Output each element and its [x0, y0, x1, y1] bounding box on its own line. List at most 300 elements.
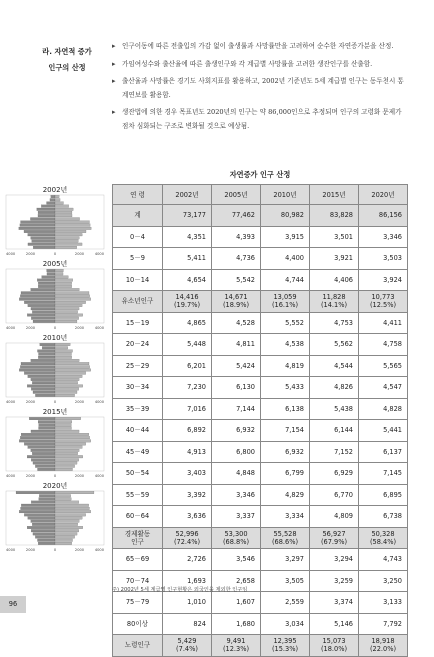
header-2010: 2010년 — [261, 185, 310, 205]
table-row — [113, 291, 408, 313]
pyramid-bar-left — [31, 501, 55, 504]
pyramid-bar-right — [55, 292, 89, 295]
population-value: 6,929 — [334, 469, 353, 478]
population-value: 4,393 — [236, 232, 255, 241]
population-value: 4,743 — [383, 555, 402, 564]
pyramid-bar-left — [33, 533, 55, 536]
pyramid-bar-left — [32, 240, 55, 243]
population-value: 3,503 — [383, 254, 402, 263]
pyramid-bar-right — [55, 243, 82, 246]
value-cell — [359, 398, 408, 420]
pyramid-axis-tick: 0 — [53, 400, 57, 404]
age-group-cell — [113, 398, 163, 420]
value-cell — [212, 312, 261, 334]
pyramid-bar-right — [55, 288, 79, 291]
table-row — [113, 334, 408, 356]
pyramid-bar-right — [55, 381, 78, 384]
pyramid-bar-right — [55, 346, 68, 349]
value-cell — [359, 570, 408, 592]
pyramid-axis-tick: 2000 — [25, 252, 36, 256]
value-cell — [310, 377, 359, 399]
value-cell — [212, 484, 261, 506]
pyramid-bar-left — [31, 359, 55, 362]
population-value: 50,328 — [371, 529, 395, 538]
pyramid-bar-left — [19, 510, 55, 513]
pyramid-bar-left — [35, 536, 55, 539]
pyramid-bar-left — [38, 420, 55, 423]
pyramid-bar-left — [21, 507, 55, 510]
value-cell — [212, 377, 261, 399]
pyramid-bar-right — [55, 298, 91, 301]
pyramid-bar-right — [55, 394, 75, 397]
population-value: 6,932 — [285, 447, 304, 456]
table-title: 자연증가 인구 산정 — [229, 170, 291, 179]
table-row — [113, 484, 408, 506]
pyramid-bar-left — [31, 430, 55, 433]
population-value: 7,016 — [187, 404, 206, 413]
population-value: 10,773 — [371, 293, 395, 302]
age-group-cell — [113, 613, 163, 635]
value-cell — [310, 312, 359, 334]
value-cell — [310, 484, 359, 506]
pyramid-bar-left — [27, 526, 55, 529]
pyramid-bar-left — [47, 202, 55, 205]
pyramid-bar-left — [28, 517, 55, 520]
pyramid-bar-right — [55, 353, 71, 356]
value-cell — [212, 441, 261, 463]
age-group-cell — [113, 527, 163, 549]
population-value: 6,895 — [383, 490, 402, 499]
pyramid-bar-right — [55, 221, 89, 224]
pyramid-bar-left — [41, 205, 55, 208]
value-cell — [261, 334, 310, 356]
age-group-label: 70－74 — [125, 576, 150, 585]
pyramid-bar-left — [39, 498, 55, 501]
population-share: (12.3%) — [222, 645, 250, 654]
value-cell — [163, 355, 212, 377]
bullet-list — [112, 40, 408, 137]
value-cell — [310, 549, 359, 571]
population-value: 3,346 — [383, 232, 402, 241]
population-value: 6,137 — [383, 447, 402, 456]
value-cell — [163, 312, 212, 334]
value-cell — [163, 420, 212, 442]
population-value: 13,059 — [273, 293, 297, 302]
pyramid-bar-left — [42, 346, 55, 349]
pyramid-bar-right — [55, 452, 78, 455]
pyramid-bar-right — [55, 507, 89, 510]
pyramid-bar-right — [55, 465, 75, 468]
value-cell — [163, 463, 212, 485]
population-value: 4,744 — [285, 275, 304, 284]
value-cell — [163, 226, 212, 248]
population-value: 5,448 — [187, 340, 206, 349]
population-value: 1,693 — [187, 576, 206, 585]
value-cell — [310, 355, 359, 377]
population-share: (7.4%) — [176, 645, 198, 654]
pyramid-bar-right — [55, 536, 75, 539]
table-header-row — [113, 185, 408, 205]
value-cell — [212, 592, 261, 614]
value-cell — [212, 506, 261, 528]
population-value: 5,562 — [334, 340, 353, 349]
population-value: 3,392 — [187, 490, 206, 499]
population-value: 4,829 — [285, 490, 304, 499]
pyramid-bar-left — [31, 288, 55, 291]
value-cell — [359, 484, 408, 506]
population-value: 6,770 — [334, 490, 353, 499]
table-row — [113, 613, 408, 635]
pyramid-bar-right — [55, 276, 68, 279]
pyramid-bar-left — [31, 378, 55, 381]
value-cell — [261, 269, 310, 291]
pyramid-axis-tick: 0 — [53, 326, 57, 330]
table-row — [113, 312, 408, 334]
pyramid-bar-left — [38, 214, 55, 217]
value-cell — [310, 291, 359, 313]
value-cell — [163, 506, 212, 528]
population-value: 3,915 — [285, 232, 304, 241]
population-value: 6,800 — [236, 447, 255, 456]
age-group-label: 75－79 — [125, 598, 150, 607]
population-value: 4,528 — [236, 318, 255, 327]
value-cell — [310, 463, 359, 485]
pyramid-bar-right — [55, 195, 59, 198]
pyramid-bar-right — [55, 388, 79, 391]
table-row — [113, 527, 408, 549]
pyramid-bar-left — [33, 391, 55, 394]
population-value: 3,334 — [285, 512, 304, 521]
pyramid-bar-left — [20, 295, 55, 298]
population-pyramids — [2, 184, 108, 554]
pyramid-bar-left — [28, 375, 55, 378]
value-cell — [261, 635, 310, 657]
value-cell — [359, 613, 408, 635]
table-row — [113, 205, 408, 227]
pyramid-bar-left — [32, 311, 55, 314]
population-value: 6,892 — [187, 426, 206, 435]
value-cell — [359, 441, 408, 463]
pyramid-axis-tick: 0 — [53, 548, 57, 552]
age-group-label-line2: 인구 — [131, 537, 144, 546]
pyramid-bar-left — [27, 455, 55, 458]
pyramid-bar-right — [55, 494, 71, 497]
population-value: 3,921 — [334, 254, 353, 263]
value-cell — [163, 613, 212, 635]
bullet-item: ▸ 가임여성수와 출산율에 따른 출생인구와 각 계급별 사망률을 고려한 생잔인구를 산출함. — [112, 58, 408, 72]
population-value: 6,799 — [285, 469, 304, 478]
population-value: 4,544 — [334, 361, 353, 370]
population-share: (18.0%) — [320, 645, 348, 654]
population-value: 3,294 — [334, 555, 353, 564]
population-value: 3,346 — [236, 490, 255, 499]
population-value: 4,654 — [187, 275, 206, 284]
pyramid-bar-left — [32, 452, 55, 455]
population-value: 3,337 — [236, 512, 255, 521]
table-row — [113, 549, 408, 571]
header-2005: 2005년 — [212, 185, 261, 205]
pyramid-bar-right — [55, 317, 79, 320]
pyramid-bar-left — [21, 433, 55, 436]
population-share: (16.1%) — [271, 301, 299, 310]
pyramid-bar-right — [55, 372, 86, 375]
age-group-label: 30－34 — [125, 383, 150, 392]
age-group-label: 10－14 — [125, 275, 150, 284]
population-share: (12.5%) — [369, 301, 397, 310]
population-value: 5,565 — [383, 361, 402, 370]
value-cell — [310, 420, 359, 442]
value-cell — [163, 334, 212, 356]
bullet-item: ▸ 출산율과 사망률은 경기도 사회지표를 활용하고, 2002년 기준년도 5세 계급별 인구는 동두천시 통계연보를 활용함. — [112, 75, 408, 102]
value-cell — [212, 527, 261, 549]
pyramid-axis-tick: 2000 — [25, 548, 36, 552]
population-value: 73,177 — [182, 211, 206, 220]
pyramid-bar-right — [55, 356, 72, 359]
section-heading — [28, 44, 106, 76]
population-value: 77,462 — [231, 211, 255, 220]
pyramid-axis-tick: 2000 — [25, 400, 36, 404]
pyramid-bar-left — [21, 504, 55, 507]
header-2020: 2020년 — [359, 185, 408, 205]
age-group-label: 35－39 — [125, 404, 150, 413]
value-cell — [359, 334, 408, 356]
pyramid-bar-left — [20, 436, 55, 439]
value-cell — [310, 398, 359, 420]
pyramid-bar-left — [38, 282, 55, 285]
pyramid-axis-tick: 4000 — [94, 326, 104, 330]
pyramid-bar-left — [37, 539, 55, 542]
pyramid-bar-left — [28, 304, 55, 307]
value-cell — [310, 269, 359, 291]
population-value: 5,433 — [285, 383, 304, 392]
pyramid-bar-right — [55, 440, 91, 443]
age-group-label: 경제활동 — [124, 529, 151, 538]
pyramid-bar-left — [35, 394, 55, 397]
pyramid-bar-right — [55, 205, 69, 208]
value-cell — [261, 248, 310, 270]
value-cell — [261, 484, 310, 506]
value-cell — [163, 269, 212, 291]
value-cell — [163, 635, 212, 657]
pyramid-bar-right — [55, 526, 83, 529]
population-value: 4,848 — [236, 469, 255, 478]
pyramid-bar-right — [55, 230, 86, 233]
pyramid-bar-right — [55, 514, 86, 517]
pyramid-year-label: 2015년 — [42, 408, 68, 416]
pyramid-bar-left — [33, 320, 55, 323]
pyramid-bar-right — [55, 269, 63, 272]
value-cell — [212, 613, 261, 635]
value-cell — [359, 205, 408, 227]
age-group-cell — [113, 506, 163, 528]
population-value: 5,552 — [285, 318, 304, 327]
value-cell — [163, 527, 212, 549]
population-value: 4,400 — [285, 254, 304, 263]
pyramid-bar-right — [55, 304, 82, 307]
population-value: 3,403 — [187, 469, 206, 478]
pyramid-bar-right — [55, 366, 90, 369]
pyramid-bar-left — [28, 446, 55, 449]
pyramid-axis-tick: 4000 — [6, 252, 16, 256]
age-group-cell — [113, 334, 163, 356]
age-group-cell — [113, 441, 163, 463]
pyramid-bar-left — [31, 459, 55, 462]
table-row — [113, 463, 408, 485]
table-row — [113, 377, 408, 399]
pyramid-bar-right — [55, 214, 72, 217]
bullet-item: ▸ 인구이동에 따른 전출입의 가감 없이 출생률과 사망률만을 고려하여 순수한 자연증가분을 산정. — [112, 40, 408, 54]
pyramid-bar-right — [55, 462, 77, 465]
population-value: 4,809 — [334, 512, 353, 521]
pyramid-bar-left — [39, 424, 55, 427]
population-value: 7,152 — [334, 447, 353, 456]
section-heading-line2: 인구의 산정 — [48, 63, 86, 72]
age-group-cell — [113, 291, 163, 313]
value-cell — [359, 506, 408, 528]
pyramid-bar-left — [39, 427, 55, 430]
pyramid-bar-left — [37, 208, 55, 211]
pyramid-bar-right — [55, 359, 79, 362]
value-cell — [212, 549, 261, 571]
table-row — [113, 420, 408, 442]
age-group-label: 유소년인구 — [121, 297, 154, 306]
value-cell — [261, 420, 310, 442]
population-value: 5,542 — [236, 275, 255, 284]
pyramid-bar-right — [55, 202, 63, 205]
pyramid-bar-right — [55, 224, 90, 227]
value-cell — [359, 420, 408, 442]
pyramid-bar-right — [55, 198, 60, 201]
pyramid-axis-tick: 4000 — [6, 474, 16, 478]
pyramid-bar-left — [39, 494, 55, 497]
population-value: 5,441 — [383, 426, 402, 435]
pyramid-axis-tick: 0 — [53, 474, 57, 478]
pyramid-bar-right — [55, 282, 72, 285]
pyramid-bar-left — [24, 443, 55, 446]
pyramid-bar-left — [47, 269, 55, 272]
pyramid-bar-right — [55, 350, 73, 353]
population-value: 6,738 — [383, 512, 402, 521]
table-row — [113, 506, 408, 528]
value-cell — [261, 377, 310, 399]
population-share: (58.4%) — [369, 537, 397, 546]
population-value: 7,792 — [383, 619, 402, 628]
pyramid-bar-left — [19, 369, 55, 372]
value-cell — [163, 441, 212, 463]
population-value: 11,828 — [322, 293, 346, 302]
population-value: 3,034 — [285, 619, 304, 628]
population-value: 3,250 — [383, 576, 402, 585]
population-value: 18,918 — [371, 637, 395, 646]
population-value: 3,297 — [285, 555, 304, 564]
pyramid-bar-left — [38, 211, 55, 214]
pyramid-bar-right — [55, 498, 71, 501]
pyramid-bar-left — [31, 307, 55, 310]
pyramid-bar-right — [55, 378, 79, 381]
age-group-cell — [113, 592, 163, 614]
pyramid-axis-tick: 2000 — [74, 400, 85, 404]
population-value: 2,658 — [236, 576, 255, 585]
value-cell — [310, 506, 359, 528]
value-cell — [310, 334, 359, 356]
value-cell — [212, 420, 261, 442]
value-cell — [163, 484, 212, 506]
age-group-label: 50－54 — [125, 469, 150, 478]
age-group-label: 45－49 — [125, 447, 150, 456]
value-cell — [163, 398, 212, 420]
pyramid-bar-left — [32, 523, 55, 526]
value-cell — [359, 291, 408, 313]
population-value: 6,138 — [285, 404, 304, 413]
pyramid-bar-right — [55, 533, 77, 536]
pyramid-bar-left — [30, 218, 55, 221]
header-2015: 2015년 — [310, 185, 359, 205]
pyramid-bar-left — [24, 514, 55, 517]
population-value: 824 — [193, 619, 206, 628]
pyramid-bar-right — [55, 237, 79, 240]
age-group-cell — [113, 463, 163, 485]
pyramid-bar-left — [40, 343, 55, 346]
population-value: 7,145 — [383, 469, 402, 478]
pyramid-bar-left — [21, 221, 55, 224]
population-value: 14,671 — [224, 293, 248, 302]
age-group-cell — [113, 226, 163, 248]
pyramid-bar-right — [55, 233, 82, 236]
pyramid-bar-left — [31, 237, 55, 240]
value-cell — [261, 226, 310, 248]
pyramid-bar-right — [55, 517, 82, 520]
pyramid-bar-right — [55, 218, 80, 221]
value-cell — [359, 355, 408, 377]
population-value: 4,411 — [383, 318, 402, 327]
pyramid-axis-tick: 4000 — [94, 252, 104, 256]
population-value: 53,300 — [224, 529, 248, 538]
population-value: 5,429 — [177, 637, 197, 646]
pyramid-bar-right — [55, 391, 77, 394]
population-value: 12,395 — [273, 637, 297, 646]
pyramid-bar-right — [55, 446, 82, 449]
population-share: (14.1%) — [320, 301, 348, 310]
value-cell — [359, 269, 408, 291]
table-footnote: 주) 2002년 5세 계급별 인구현황은 외국인을 제외한 인구임 — [112, 587, 248, 593]
pyramid-bar-left — [31, 449, 55, 452]
value-cell — [212, 635, 261, 657]
value-cell — [212, 463, 261, 485]
population-share: (68.8%) — [222, 537, 250, 546]
age-group-cell — [113, 484, 163, 506]
value-cell — [212, 291, 261, 313]
value-cell — [163, 205, 212, 227]
pyramid-bar-left — [38, 542, 55, 545]
population-value: 3,636 — [187, 512, 206, 521]
population-share: (18.9%) — [222, 301, 250, 310]
value-cell — [261, 441, 310, 463]
value-cell — [310, 226, 359, 248]
pyramid-bar-right — [55, 375, 82, 378]
population-value: 5,146 — [334, 619, 353, 628]
pyramid-axis-tick: 4000 — [94, 548, 104, 552]
population-value: 7,230 — [187, 383, 206, 392]
pyramid-bar-right — [55, 459, 79, 462]
value-cell — [359, 635, 408, 657]
pyramid-bar-right — [55, 529, 79, 532]
pyramid-bar-left — [32, 381, 55, 384]
population-value: 6,130 — [236, 383, 255, 392]
pyramid-bar-right — [55, 433, 89, 436]
population-value: 5,424 — [236, 361, 255, 370]
pyramid-year-label: 2020년 — [42, 482, 68, 490]
pyramid-bar-left — [42, 276, 55, 279]
